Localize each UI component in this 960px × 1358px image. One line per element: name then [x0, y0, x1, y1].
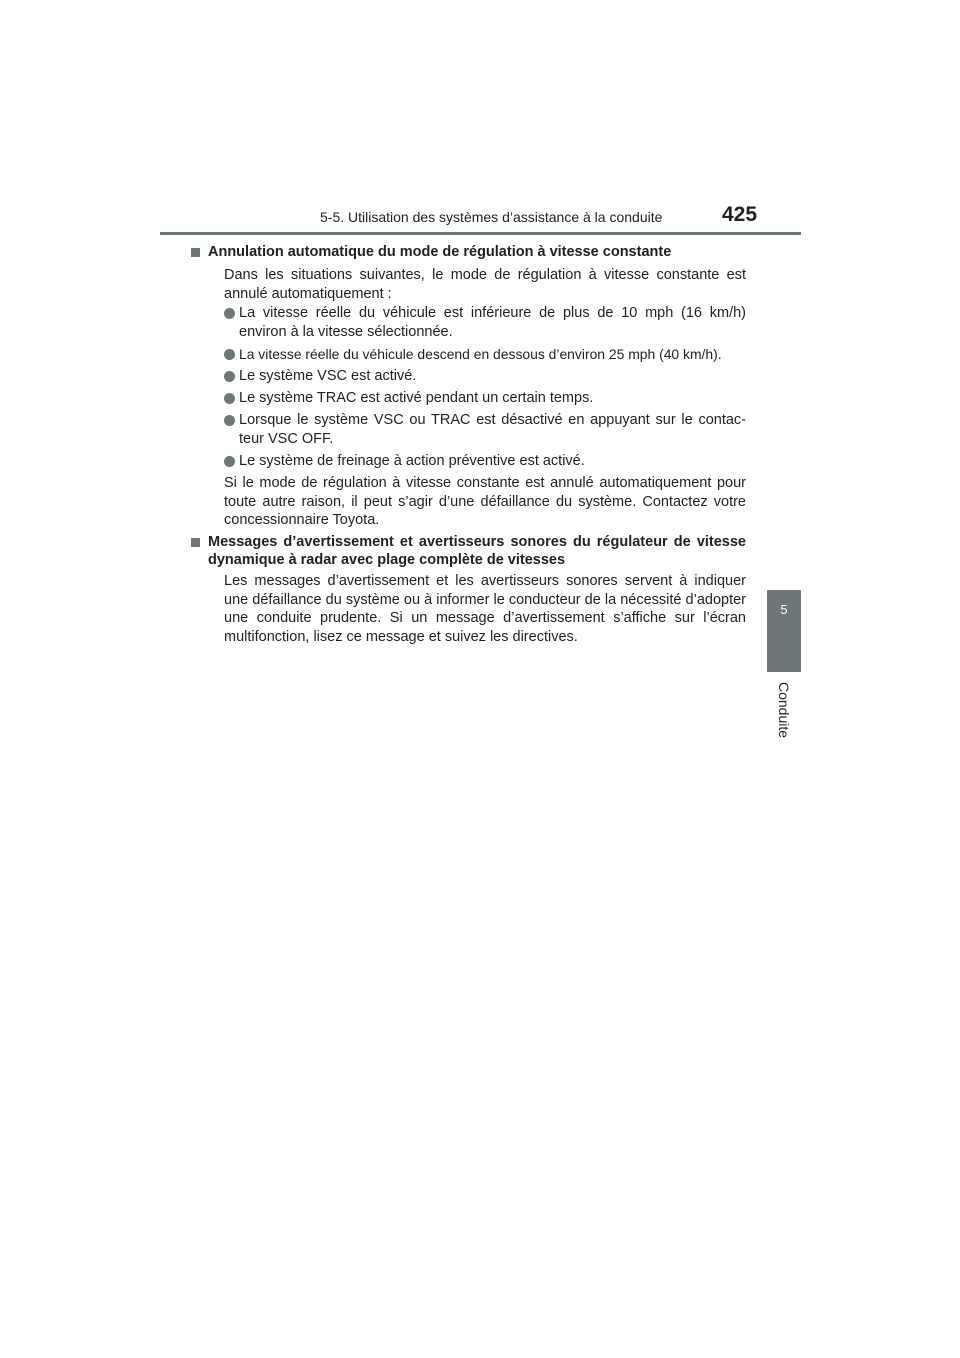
- square-bullet-icon: [191, 248, 200, 257]
- section-outro: Si le mode de régulation à vitesse constante est annulé automatiquement pour toute autre raison, il peut s’agir d’une défaillance du système. Contactez votre concessionnaire Toyota.: [224, 475, 746, 528]
- chapter-label: Conduite: [776, 681, 792, 739]
- header-rule: [160, 232, 801, 235]
- square-bullet-icon: [191, 538, 200, 547]
- list-item: Le système de freinage à action préventive est activé.: [224, 452, 746, 471]
- bullet-icon: [224, 415, 235, 426]
- list-item: La vitesse réelle du véhicule est inférieure de plus de 10 mph (16 km/h) environ à la vitesse sélectionnée.: [224, 304, 746, 341]
- section-intro: Dans les situations suivantes, le mode de régulation à vitesse constante est annulé automatiquement :: [224, 267, 746, 302]
- bullet-icon: [224, 349, 235, 360]
- section-title: 5-5. Utilisation des systèmes d’assistance à la conduite: [320, 209, 663, 225]
- bullet-icon: [224, 308, 235, 319]
- bullet-icon: [224, 393, 235, 404]
- bullet-icon: [224, 456, 235, 467]
- list-item: Le système TRAC est activé pendant un certain temps.: [224, 389, 746, 408]
- chapter-tab: [767, 590, 801, 672]
- list-item: Lorsque le système VSC ou TRAC est désactivé en appuyant sur le contac-teur VSC OFF.: [224, 411, 746, 448]
- list-item: Le système VSC est activé.: [224, 367, 746, 386]
- section-heading: Messages d’avertissement et avertisseurs sonores du régulateur de vitesse dynamique à radar avec plage complète de vitesses: [208, 533, 746, 569]
- bullet-icon: [224, 371, 235, 382]
- page-number: 425: [722, 203, 758, 226]
- chapter-number: 5: [780, 602, 788, 617]
- section-heading: Annulation automatique du mode de régulation à vitesse constante: [208, 243, 746, 261]
- list-item: La vitesse réelle du véhicule descend en dessous d’environ 25 mph (40 km/h).: [224, 345, 746, 364]
- section-body: Les messages d’avertissement et les avertisseurs sonores servent à indiquer une défaillance du système ou à informer le conducteur de la nécessité d’adopter une conduite prudente. Si un message d’avertissement s’affiche sur l’écran multifonction, lisez ce message et suivez les directives.: [224, 573, 746, 645]
- page-header: [300, 205, 800, 235]
